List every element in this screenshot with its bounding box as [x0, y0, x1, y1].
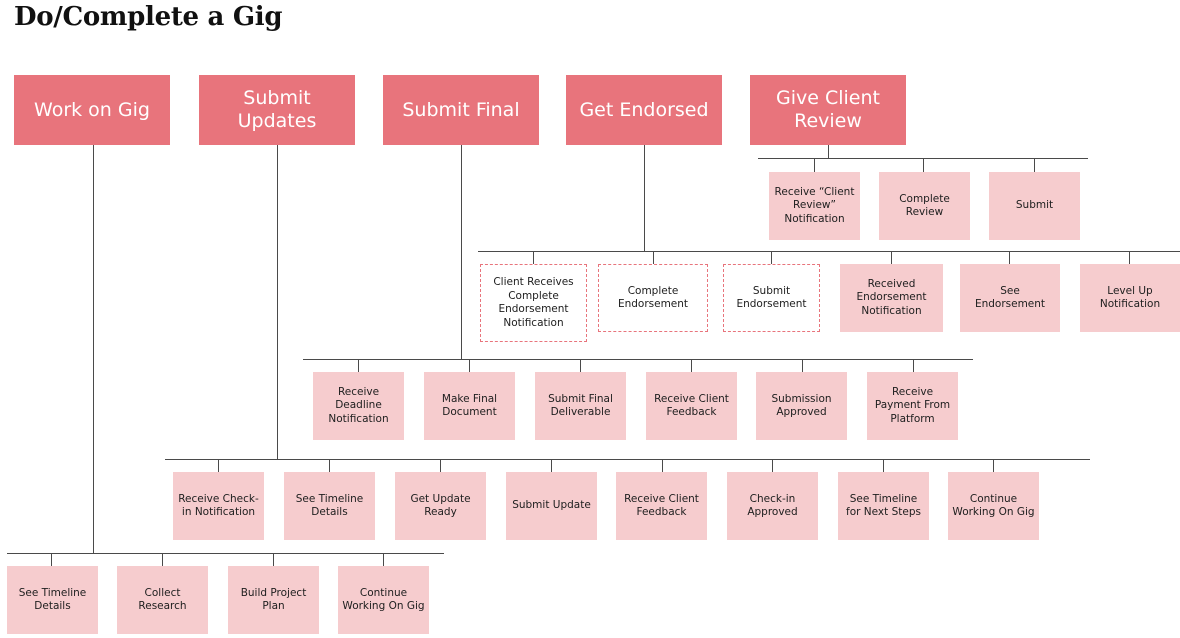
task-card[interactable]	[616, 472, 707, 540]
connector-vertical-give-client-review	[828, 145, 829, 159]
stage-work-on-gig[interactable]	[14, 75, 170, 145]
stage-give-client-review[interactable]	[750, 75, 906, 145]
task-label: Receive “Client Review” Notification	[774, 185, 855, 225]
task-card[interactable]	[960, 264, 1060, 332]
task-card[interactable]	[173, 472, 264, 540]
task-label: Submit Endorsement	[736, 284, 807, 310]
task-card[interactable]	[480, 264, 587, 342]
connector-drop-final-2	[469, 359, 470, 372]
task-card[interactable]	[838, 472, 929, 540]
task-label: See Timeline Details	[295, 492, 364, 518]
task-card[interactable]	[989, 172, 1080, 240]
connector-drop-review-2	[923, 158, 924, 172]
connector-vertical-submit-updates	[277, 145, 278, 459]
connector-drop-update-1	[218, 459, 219, 472]
task-label: Client Receives Complete Endorsement Notification	[493, 276, 574, 329]
task-card[interactable]	[1080, 264, 1180, 332]
task-label: See Endorsement	[974, 284, 1046, 310]
connector-drop-endorse-6	[1129, 251, 1130, 264]
task-card[interactable]	[867, 372, 958, 440]
connector-drop-final-1	[358, 359, 359, 372]
connector-drop-work-3	[273, 553, 274, 566]
connector-vertical-get-endorsed	[644, 145, 645, 251]
task-label: Collect Research	[138, 586, 187, 612]
task-card[interactable]	[117, 566, 208, 634]
task-label: Receive Client Feedback	[654, 392, 729, 418]
stage-submit-final[interactable]	[383, 75, 539, 145]
task-card[interactable]	[395, 472, 486, 540]
page-title: Do/Complete a Gig	[14, 2, 283, 32]
stage-label: Work on Gig	[34, 98, 150, 121]
task-label: Submission Approved	[771, 392, 832, 418]
connector-horizontal-submit-updates	[165, 459, 1090, 460]
task-label: Submit Update	[512, 499, 591, 512]
task-label: Submit	[1015, 199, 1054, 212]
task-label: Level Up Notification	[1099, 284, 1161, 310]
task-label: Receive Client Feedback	[624, 492, 699, 518]
task-label: Make Final Document	[441, 392, 498, 418]
task-card[interactable]	[598, 264, 708, 332]
connector-drop-update-6	[772, 459, 773, 472]
task-label: See Timeline Details	[18, 586, 87, 612]
connector-drop-update-2	[329, 459, 330, 472]
task-card[interactable]	[723, 264, 820, 332]
task-card[interactable]	[840, 264, 943, 332]
task-card[interactable]	[506, 472, 597, 540]
task-card[interactable]	[727, 472, 818, 540]
connector-vertical-work-on-gig	[93, 145, 94, 553]
task-label: Build Project Plan	[240, 586, 307, 612]
task-card[interactable]	[646, 372, 737, 440]
connector-drop-work-4	[383, 553, 384, 566]
connector-drop-endorse-1	[533, 251, 534, 264]
connector-drop-endorse-4	[891, 251, 892, 264]
connector-drop-endorse-5	[1009, 251, 1010, 264]
task-label: Submit Final Deliverable	[548, 392, 613, 418]
connector-horizontal-get-endorsed	[478, 251, 1180, 252]
task-label: Get Update Ready	[410, 492, 471, 518]
task-card[interactable]	[879, 172, 970, 240]
task-label: Complete Review	[899, 192, 950, 218]
stage-label: Submit Updates	[237, 87, 317, 132]
task-label: Receive Check-in Notification	[178, 492, 259, 518]
stage-label: Submit Final	[402, 98, 520, 121]
task-label: Continue Working On Gig	[342, 586, 425, 612]
connector-drop-final-4	[691, 359, 692, 372]
connector-drop-update-4	[551, 459, 552, 472]
task-label: See Timeline for Next Steps	[846, 492, 921, 518]
connector-drop-endorse-3	[771, 251, 772, 264]
task-card[interactable]	[769, 172, 860, 240]
task-card[interactable]	[948, 472, 1039, 540]
task-label: Continue Working On Gig	[952, 492, 1035, 518]
stage-submit-updates[interactable]	[199, 75, 355, 145]
stage-label: Get Endorsed	[579, 98, 709, 121]
connector-drop-update-8	[993, 459, 994, 472]
task-card[interactable]	[338, 566, 429, 634]
task-card[interactable]	[284, 472, 375, 540]
connector-vertical-submit-final	[461, 145, 462, 359]
connector-drop-final-6	[913, 359, 914, 372]
connector-drop-update-7	[883, 459, 884, 472]
task-card[interactable]	[756, 372, 847, 440]
task-card[interactable]	[535, 372, 626, 440]
connector-drop-update-5	[662, 459, 663, 472]
task-label: Check-in Approved	[747, 492, 798, 518]
connector-drop-work-2	[162, 553, 163, 566]
connector-drop-final-3	[580, 359, 581, 372]
task-card[interactable]	[7, 566, 98, 634]
connector-drop-endorse-2	[653, 251, 654, 264]
task-label: Receive Deadline Notification	[328, 385, 389, 425]
connector-horizontal-submit-final	[303, 359, 973, 360]
stage-label: Give Client Review	[776, 87, 880, 132]
connector-drop-review-1	[814, 158, 815, 172]
stage-get-endorsed[interactable]	[566, 75, 722, 145]
connector-drop-update-3	[440, 459, 441, 472]
task-card[interactable]	[228, 566, 319, 634]
task-card[interactable]	[424, 372, 515, 440]
task-card[interactable]	[313, 372, 404, 440]
task-label: Receive Payment From Platform	[874, 385, 951, 425]
connector-horizontal-work-on-gig	[7, 553, 444, 554]
connector-drop-work-1	[51, 553, 52, 566]
connector-drop-final-5	[802, 359, 803, 372]
task-label: Received Endorsement Notification	[856, 277, 927, 317]
connector-drop-review-3	[1034, 158, 1035, 172]
task-label: Complete Endorsement	[617, 284, 689, 310]
